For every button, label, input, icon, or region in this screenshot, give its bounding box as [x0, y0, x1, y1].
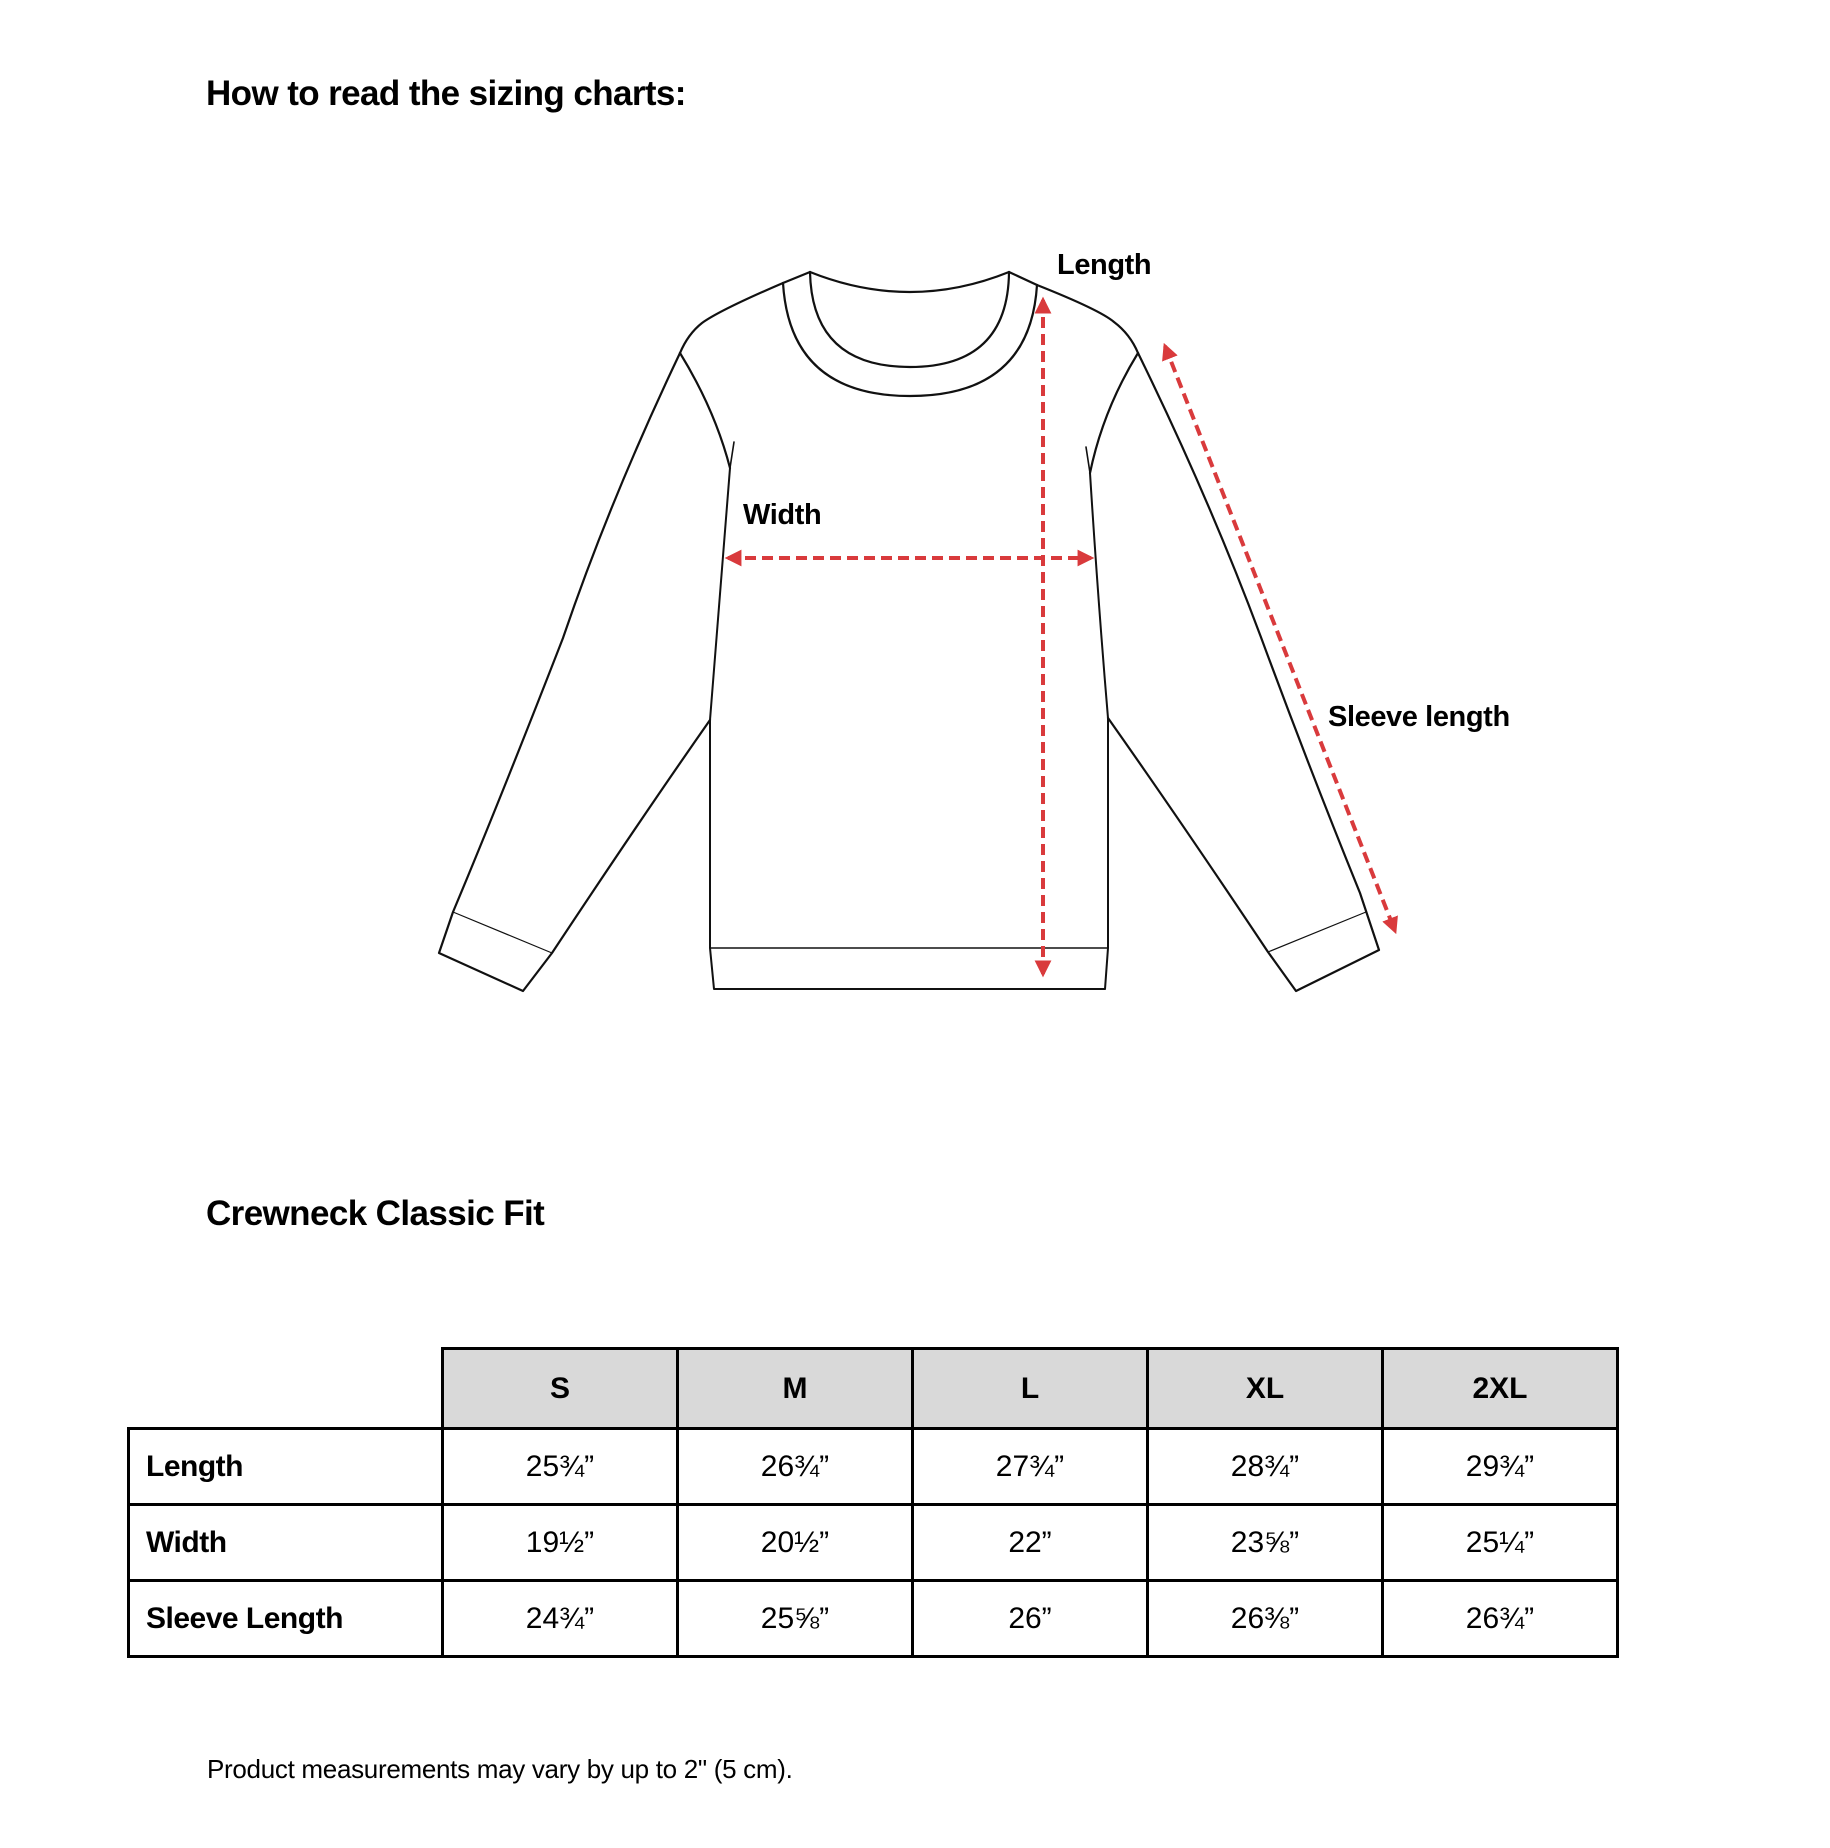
table-cell: 26¾”: [678, 1429, 913, 1505]
table-row: [129, 1505, 1618, 1581]
header-blank-cell: [129, 1349, 443, 1429]
table-cell: 28¾”: [1148, 1429, 1383, 1505]
row-label-length: Length: [129, 1429, 443, 1505]
table-cell: 20½”: [678, 1505, 913, 1581]
row-label-width: Width: [129, 1505, 443, 1581]
table-cell: 19½”: [443, 1505, 678, 1581]
table-cell: 25¼”: [1383, 1505, 1618, 1581]
table-cell: 26⅜”: [1148, 1581, 1383, 1657]
table-cell: 27¾”: [913, 1429, 1148, 1505]
sleeve-length-arrow: [1165, 346, 1395, 931]
table-cell: 26¾”: [1383, 1581, 1618, 1657]
width-label: Width: [743, 499, 822, 531]
table-cell: 26”: [913, 1581, 1148, 1657]
table-cell: 25⅝”: [678, 1581, 913, 1657]
page-title: How to read the sizing charts:: [206, 74, 686, 113]
table-row: [129, 1429, 1618, 1505]
header-size-s: S: [443, 1349, 678, 1429]
header-size-xl: XL: [1148, 1349, 1383, 1429]
header-size-l: L: [913, 1349, 1148, 1429]
chart-title: Crewneck Classic Fit: [206, 1194, 545, 1233]
header-size-m: M: [678, 1349, 913, 1429]
row-label-sleeve-length: Sleeve Length: [129, 1581, 443, 1657]
size-chart-table: [127, 1347, 1619, 1658]
table-row: [129, 1581, 1618, 1657]
measurement-disclaimer: Product measurements may vary by up to 2" (5 cm).: [207, 1754, 793, 1784]
measurement-arrows: [728, 300, 1395, 974]
table-cell: 25¾”: [443, 1429, 678, 1505]
table-cell: 22”: [913, 1505, 1148, 1581]
header-size-2xl: 2XL: [1383, 1349, 1618, 1429]
sleeve-length-label: Sleeve length: [1328, 701, 1510, 733]
table-cell: 29¾”: [1383, 1429, 1618, 1505]
table-cell: 23⅝”: [1148, 1505, 1383, 1581]
table-header-row: [129, 1349, 1618, 1429]
sweatshirt-outline: [439, 272, 1379, 991]
table-cell: 24¾”: [443, 1581, 678, 1657]
length-label: Length: [1057, 249, 1152, 281]
